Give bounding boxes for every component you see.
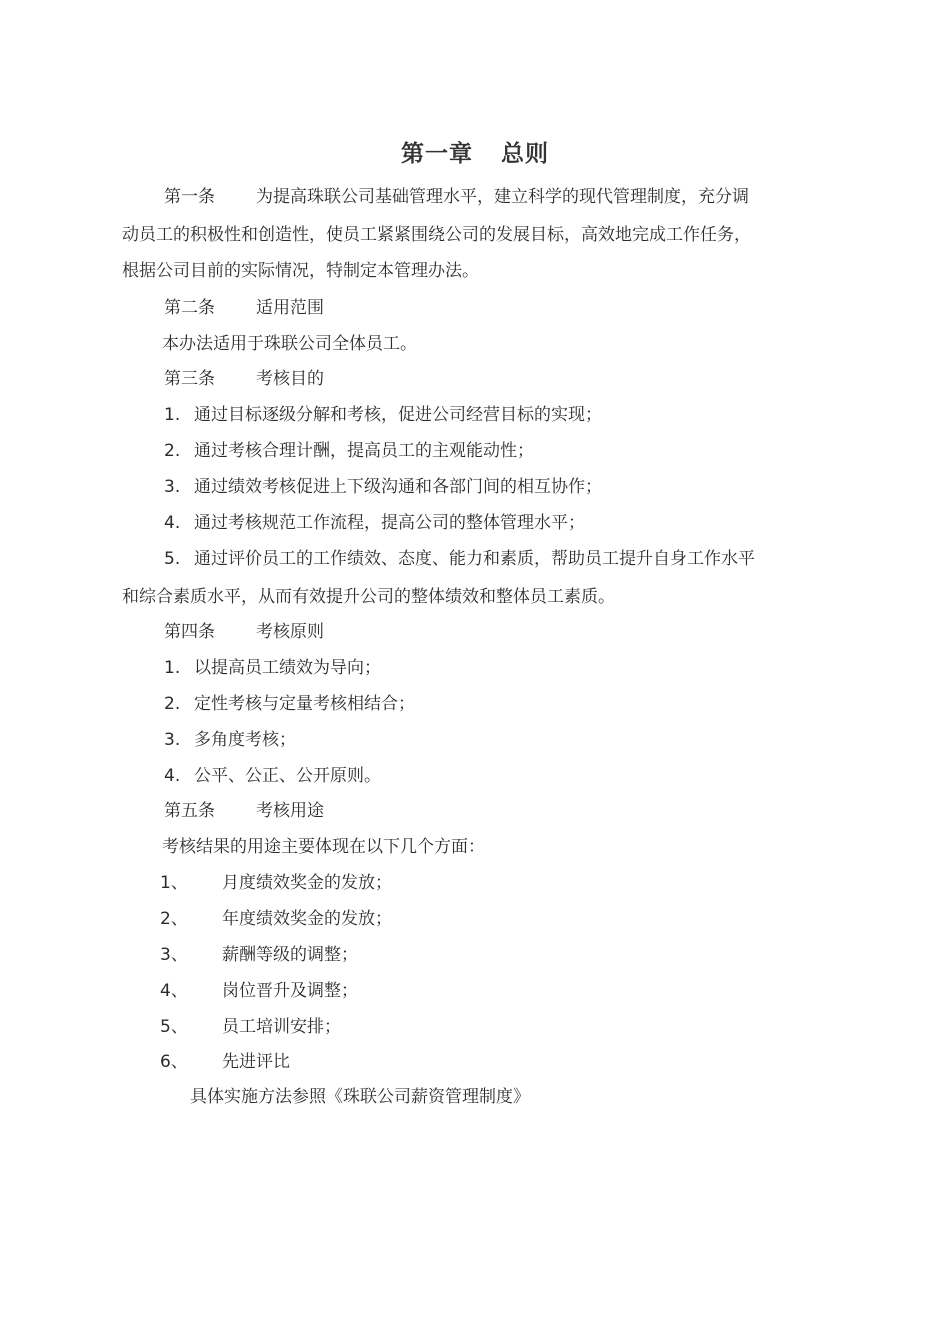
article-3-heading bbox=[164, 367, 324, 391]
article-3-item bbox=[164, 547, 755, 571]
article-2-title: 适用范围 bbox=[256, 298, 324, 318]
article-5-reference: 具体实施方法参照《珠联公司薪资管理制度》 bbox=[190, 1087, 530, 1107]
item-text: 公平、公正、公开原则。 bbox=[194, 766, 381, 786]
article-5-label: 第五条 bbox=[164, 801, 215, 821]
item-number: 5. bbox=[164, 549, 181, 569]
article-3-item-5-continuation: 和综合素质水平，从而有效提升公司的整体绩效和整体员工素质。 bbox=[122, 587, 615, 607]
chapter-title bbox=[0, 135, 950, 168]
article-1-line-3: 根据公司目前的实际情况，特制定本管理办法。 bbox=[122, 261, 479, 281]
item-number: 4. bbox=[164, 766, 181, 786]
article-3-item bbox=[164, 439, 534, 463]
item-number: 1. bbox=[164, 658, 181, 678]
article-2-body: 本办法适用于珠联公司全体员工。 bbox=[162, 334, 417, 354]
article-3-item bbox=[164, 403, 602, 427]
article-1-label: 第一条 bbox=[164, 187, 215, 207]
item-text: 多角度考核； bbox=[194, 730, 296, 750]
article-5-item bbox=[160, 907, 392, 931]
article-5-item bbox=[160, 871, 392, 895]
item-text: 薪酬等级的调整； bbox=[222, 945, 358, 965]
item-number: 3、 bbox=[160, 945, 188, 965]
item-number: 1、 bbox=[160, 873, 188, 893]
article-5-title: 考核用途 bbox=[256, 801, 324, 821]
item-text: 通过评价员工的工作绩效、态度、能力和素质，帮助员工提升自身工作水平 bbox=[194, 549, 755, 569]
item-number: 1. bbox=[164, 405, 181, 425]
article-4-item bbox=[164, 692, 415, 716]
article-5-item bbox=[160, 979, 358, 1003]
item-number: 2、 bbox=[160, 909, 188, 929]
item-text: 通过绩效考核促进上下级沟通和各部门间的相互协作； bbox=[194, 477, 602, 497]
article-4-heading bbox=[164, 620, 324, 644]
item-text: 通过考核规范工作流程，提高公司的整体管理水平； bbox=[194, 513, 585, 533]
item-text: 先进评比 bbox=[222, 1052, 290, 1072]
chapter-number: 第一章 bbox=[401, 141, 473, 167]
item-text: 员工培训安排； bbox=[222, 1017, 341, 1037]
item-text: 以提高员工绩效为导向； bbox=[194, 658, 381, 678]
article-5-intro: 考核结果的用途主要体现在以下几个方面： bbox=[162, 837, 485, 857]
item-text: 月度绩效奖金的发放； bbox=[222, 873, 392, 893]
item-number: 3. bbox=[164, 477, 181, 497]
article-4-item bbox=[164, 656, 381, 680]
article-5-item bbox=[160, 943, 358, 967]
article-2-heading bbox=[164, 296, 324, 320]
article-5-heading bbox=[164, 799, 324, 823]
article-2-label: 第二条 bbox=[164, 298, 215, 318]
article-4-item bbox=[164, 764, 381, 788]
item-number: 5、 bbox=[160, 1017, 188, 1037]
article-1-line-2: 动员工的积极性和创造性，使员工紧紧围绕公司的发展目标，高效地完成工作任务， bbox=[122, 225, 751, 245]
article-5-item bbox=[160, 1015, 341, 1039]
article-3-item bbox=[164, 475, 602, 499]
chapter-name: 总则 bbox=[501, 141, 549, 167]
item-text: 年度绩效奖金的发放； bbox=[222, 909, 392, 929]
article-5-item bbox=[160, 1050, 290, 1074]
item-text: 通过目标逐级分解和考核，促进公司经营目标的实现； bbox=[194, 405, 602, 425]
item-number: 2. bbox=[164, 441, 181, 461]
article-3-label: 第三条 bbox=[164, 369, 215, 389]
item-text: 通过考核合理计酬，提高员工的主观能动性； bbox=[194, 441, 534, 461]
article-1-line-1 bbox=[164, 185, 749, 209]
article-4-label: 第四条 bbox=[164, 622, 215, 642]
item-number: 4、 bbox=[160, 981, 188, 1001]
article-4-item bbox=[164, 728, 296, 752]
item-number: 2. bbox=[164, 694, 181, 714]
article-4-title: 考核原则 bbox=[256, 622, 324, 642]
article-3-title: 考核目的 bbox=[256, 369, 324, 389]
item-text: 岗位晋升及调整； bbox=[222, 981, 358, 1001]
item-number: 6、 bbox=[160, 1052, 188, 1072]
article-1-text-1: 为提高珠联公司基础管理水平，建立科学的现代管理制度，充分调 bbox=[256, 187, 749, 207]
item-number: 3. bbox=[164, 730, 181, 750]
item-text: 定性考核与定量考核相结合； bbox=[194, 694, 415, 714]
item-number: 4. bbox=[164, 513, 181, 533]
article-3-item bbox=[164, 511, 585, 535]
